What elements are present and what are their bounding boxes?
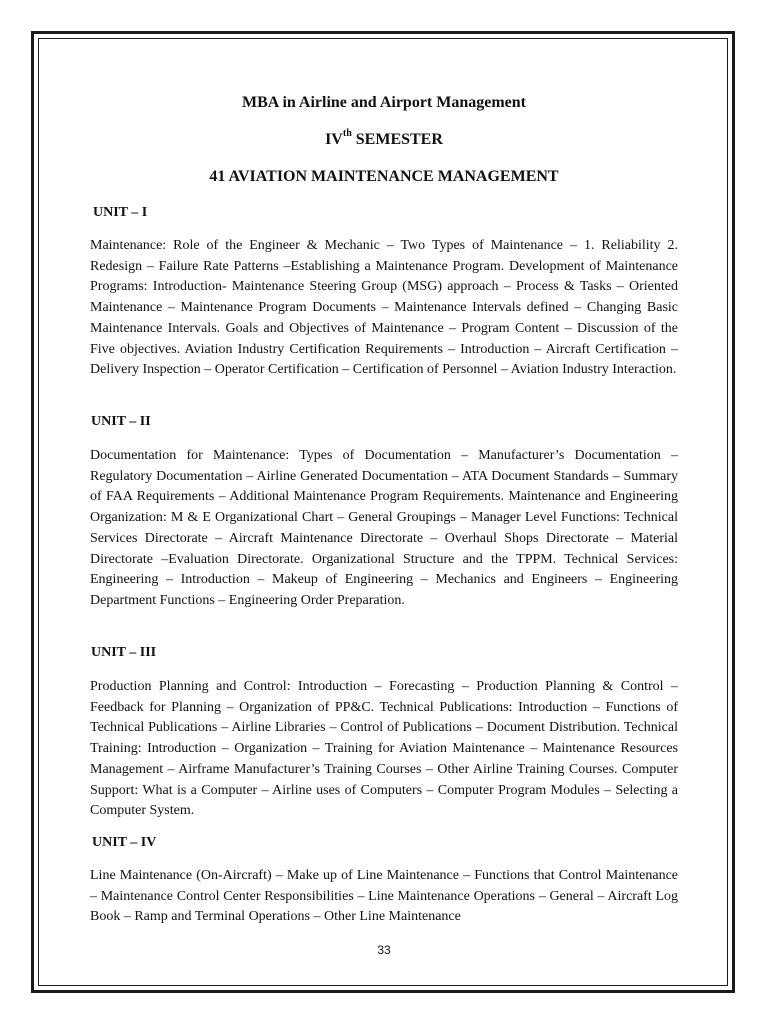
page-number: 33 [377,943,391,957]
unit-2-content: Documentation for Maintenance: Types of Documentation – Manufacturer’s Documentation – Regulatory Documentation – Airline Generated Documentation – ATA Document Standards – Summary of FAA Requirements – Additional Maintenance Program Requirements. Maintenance and Engineering Organization: M & E Organizational Chart – General Groupings – Manager Level Functions: Technical Services Directorate – Aircraft Maintenance Directorate – Overhaul Shops Directorate – Material Directorate –Evaluation Directorate. Organizational Structure and the TPPM. Technical Services: Engineering – Introduction – Makeup of Engineering – Mechanics and Engineers – Engineering Department Functions – Engineering Order Preparation. [90,448,678,608]
program-title: MBA in Airline and Airport Management [242,94,526,111]
unit-4-content: Line Maintenance (On-Aircraft) – Make up of Line Maintenance – Functions that Control Maintenance – Maintenance Control Center Responsibilities – Line Maintenance Operations – General – Aircraft Log Book – Ramp and Terminal Operations – Other Line Maintenance [90,868,678,925]
unit-3-content: Production Planning and Control: Introduction – Forecasting – Production Planning & Control – Feedback for Planning – Organization of PP&C. Technical Publications: Introduction – Functions of Technical Publications – Airline Libraries – Control of Publications – Document Distribution. Technical Training: Introduction – Organization – Training for Aviation Maintenance – Maintenance Resources Management – Airframe Manufacturer’s Training Courses – Other Airline Training Courses. Computer Support: What is a Computer – Airline uses of Computers – Computer Program Modules – Selecting a Computer System. [90,679,678,819]
unit-4-heading: UNIT – IV [92,835,157,850]
semester-prefix: IV [325,131,343,148]
semester-title [0,128,768,149]
unit-1-content: Maintenance: Role of the Engineer & Mechanic – Two Types of Maintenance – 1. Reliability 2. Redesign – Failure Rate Patterns –Establishing a Maintenance Program. Development of Maintenance Programs: Introduction- Maintenance Steering Group (MSG) approach – Process & Tasks – Oriented Maintenance – Maintenance Program Documents – Maintenance Intervals defined – Changing Basic Maintenance Intervals. Goals and Objectives of Maintenance – Program Content – Discussion of the Five objectives. Aviation Industry Certification Requirements – Introduction – Aircraft Certification – Delivery Inspection – Operator Certification – Certification of Personnel – Aviation Industry Interaction. [90,238,678,378]
unit-3-heading: UNIT – III [91,645,157,660]
course-title: 41 AVIATION MAINTENANCE MANAGEMENT [209,168,559,185]
semester-superscript: th [342,128,352,139]
unit-2-heading: UNIT – II [91,414,151,429]
unit-1-heading: UNIT – I [93,205,148,220]
semester-suffix: SEMESTER [351,131,443,148]
